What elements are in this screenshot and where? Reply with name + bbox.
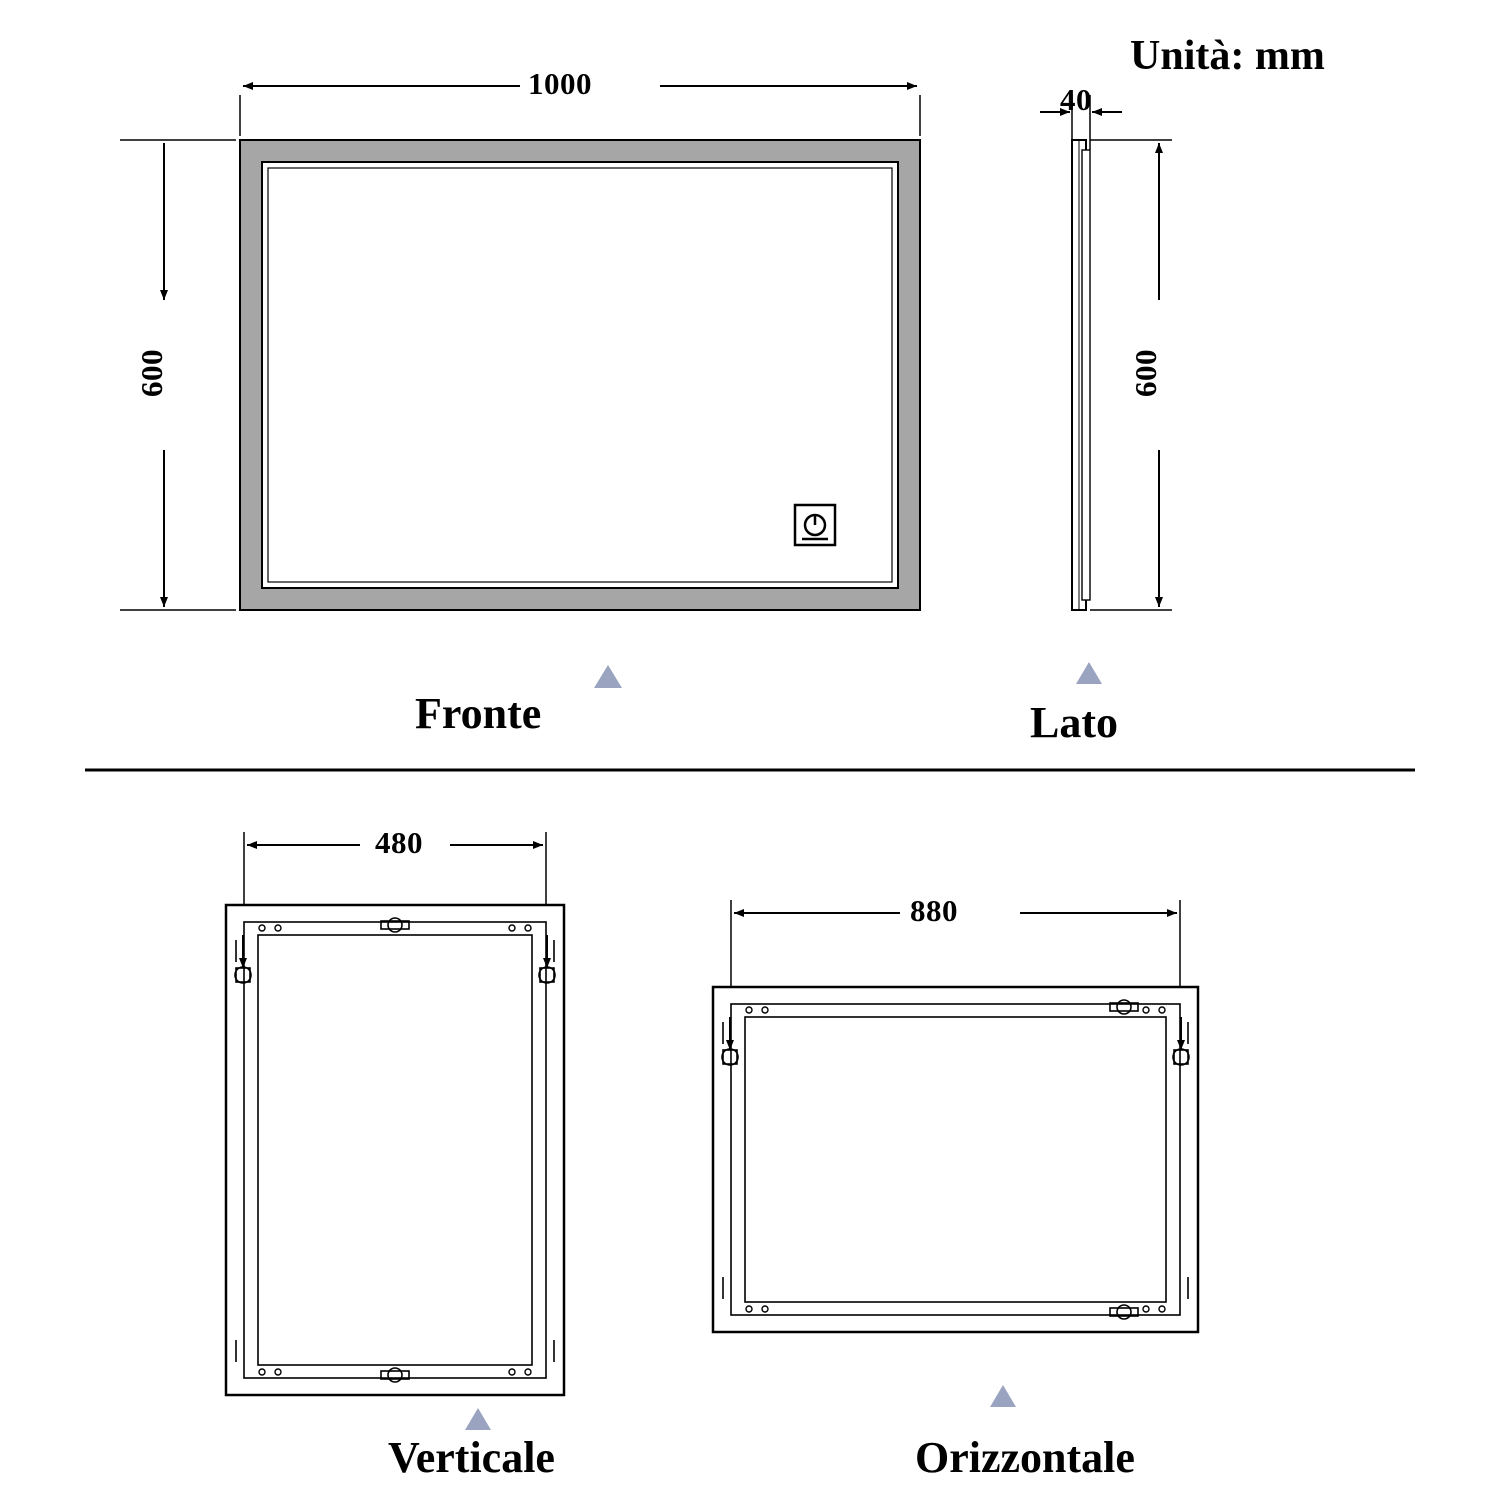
horizontal-bracket-title: Orizzontale bbox=[915, 1433, 1135, 1482]
triangle-up-marker-horizontal bbox=[990, 1385, 1016, 1407]
vertical-bracket-drawing bbox=[226, 905, 564, 1395]
vertical-bracket-width-label: 480 bbox=[375, 825, 423, 860]
vertical-bracket-title: Verticale bbox=[388, 1433, 555, 1482]
side-height-label: 600 bbox=[1128, 349, 1163, 397]
front-width-label: 1000 bbox=[528, 66, 592, 101]
front-height-label: 600 bbox=[134, 349, 169, 397]
side-view-mirror bbox=[1072, 140, 1090, 610]
triangle-up-marker-vertical bbox=[465, 1408, 491, 1430]
triangle-up-marker-side bbox=[1076, 662, 1102, 684]
horizontal-bracket-drawing bbox=[713, 987, 1198, 1332]
side-view-title: Lato bbox=[1030, 698, 1118, 747]
triangle-up-marker-front bbox=[594, 665, 622, 688]
power-button-icon bbox=[795, 505, 835, 545]
front-view-title: Fronte bbox=[415, 689, 542, 738]
horizontal-bracket-width-label: 880 bbox=[910, 893, 958, 928]
unit-note: Unità: mm bbox=[1130, 33, 1325, 79]
side-depth-label: 40 bbox=[1060, 82, 1092, 117]
